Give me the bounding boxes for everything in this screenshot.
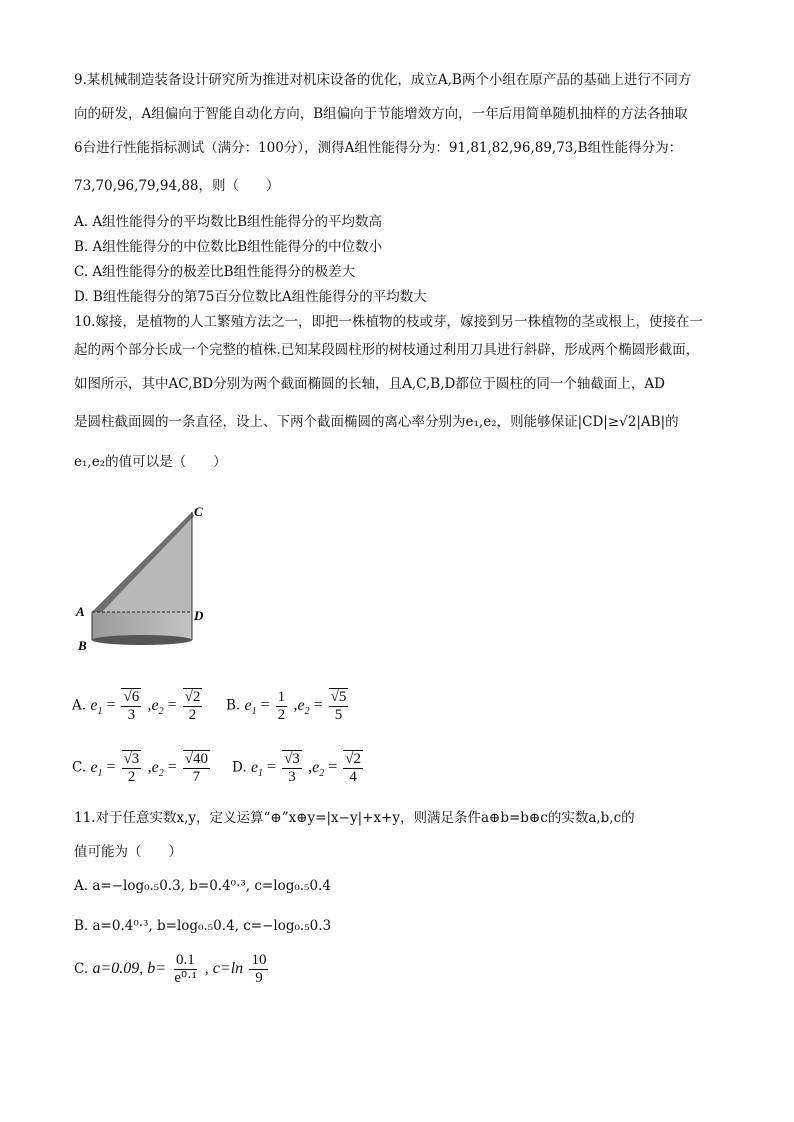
q10-line4: 是圆柱截面圆的一条直径，设上、下两个截面椭圆的离心率分别为e₁,e₂，则能够保证|CD|≥√2|AB|的 — [74, 414, 679, 430]
q9-option-d: D. B组性能得分的第75百分位数比A组性能得分的平均数大 — [74, 289, 427, 305]
q9-line1: 9.某机械制造装备设计研究所为推进对机床设备的优化，成立A,B两个小组在原产品的基础上进行不同方 — [74, 72, 692, 88]
q10-option-b: B. $e_1$ = $\frac{1}{2}$ $,e_2$ = $\frac{√5}{5}$ — [226, 688, 347, 723]
q9-option-b: B. A组性能得分的中位数比B组性能得分的中位数小 — [74, 239, 383, 255]
q11-line1: 11.对于任意实数x,y，定义运算“⊕”x⊕y=|x−y|+x+y，则满足条件a⊕b=b⊕c的实数a,b,c的 — [74, 810, 635, 826]
q11-line2: 值可能为（ ） — [74, 844, 182, 860]
q10-option-a: A. $e_1$ = $\frac{√6}{3}$ $,e_2$ = $\frac{√2}{2}$ — [72, 689, 201, 723]
q9-option-a: A. A组性能得分的平均数比B组性能得分的平均数高 — [74, 214, 383, 230]
q11-option-c: C. a=0.09, b= $\frac{0.1}{\text{e⁰·¹}}$ , c=ln $\frac{10}{9}$ — [74, 952, 267, 986]
label-d: D — [194, 608, 204, 623]
cylinder-base — [92, 635, 192, 645]
q11-option-a: A. a=−log₀.₅0.3, b=0.4⁰·³, c=log₀.₅0.4 — [74, 878, 331, 894]
q10-line2: 起的两个部分长成一个完整的植株.已知某段圆柱形的树枝通过利用刀具进行斜辟，形成两个椭圆形截面， — [74, 342, 700, 358]
q9-line4: 73,70,96,79,94,88，则（ ） — [74, 178, 280, 194]
q11-option-b: B. a=0.4⁰·³, b=log₀.₅0.4, c=−log₀.₅0.3 — [74, 918, 332, 934]
cylinder-figure — [70, 500, 220, 660]
cylinder-diagram — [70, 500, 220, 660]
q10-option-d: D. $e_1$ = $\frac{√3}{3}$ $,e_2$ = $\frac{√2}{4}$ — [232, 751, 361, 785]
q9-line2: 向的研发，A组偏向于智能自动化方向，B组偏向于节能增效方向，一年后用简单随机抽样的方法各抽取 — [74, 106, 688, 122]
q10-option-c: C. $e_1$ = $\frac{√3}{2}$ $,e_2$ = $\frac{√40}{7}$ — [72, 751, 208, 785]
label-b: B — [78, 638, 87, 653]
label-a: A — [76, 604, 85, 619]
label-c: C — [194, 504, 203, 519]
q9-option-c: C. A组性能得分的极差比B组性能得分的极差大 — [74, 264, 356, 280]
q10-line5: e₁,e₂的值可以是（ ） — [74, 454, 227, 470]
q9-line3: 6台进行性能指标测试（满分：100分），测得A组性能得分为：91,81,82,96,89,73,B组性能得分为： — [74, 140, 683, 156]
q10-line1: 10.嫁接，是植物的人工繁殖方法之一，即把一株植物的枝或芽，嫁接到另一株植物的茎或根上，使接在一 — [74, 314, 703, 330]
q10-line3: 如图所示，其中AC,BD分别为两个截面椭圆的长轴，且A,C,B,D都位于圆柱的同一个轴截面上，AD — [74, 376, 665, 392]
